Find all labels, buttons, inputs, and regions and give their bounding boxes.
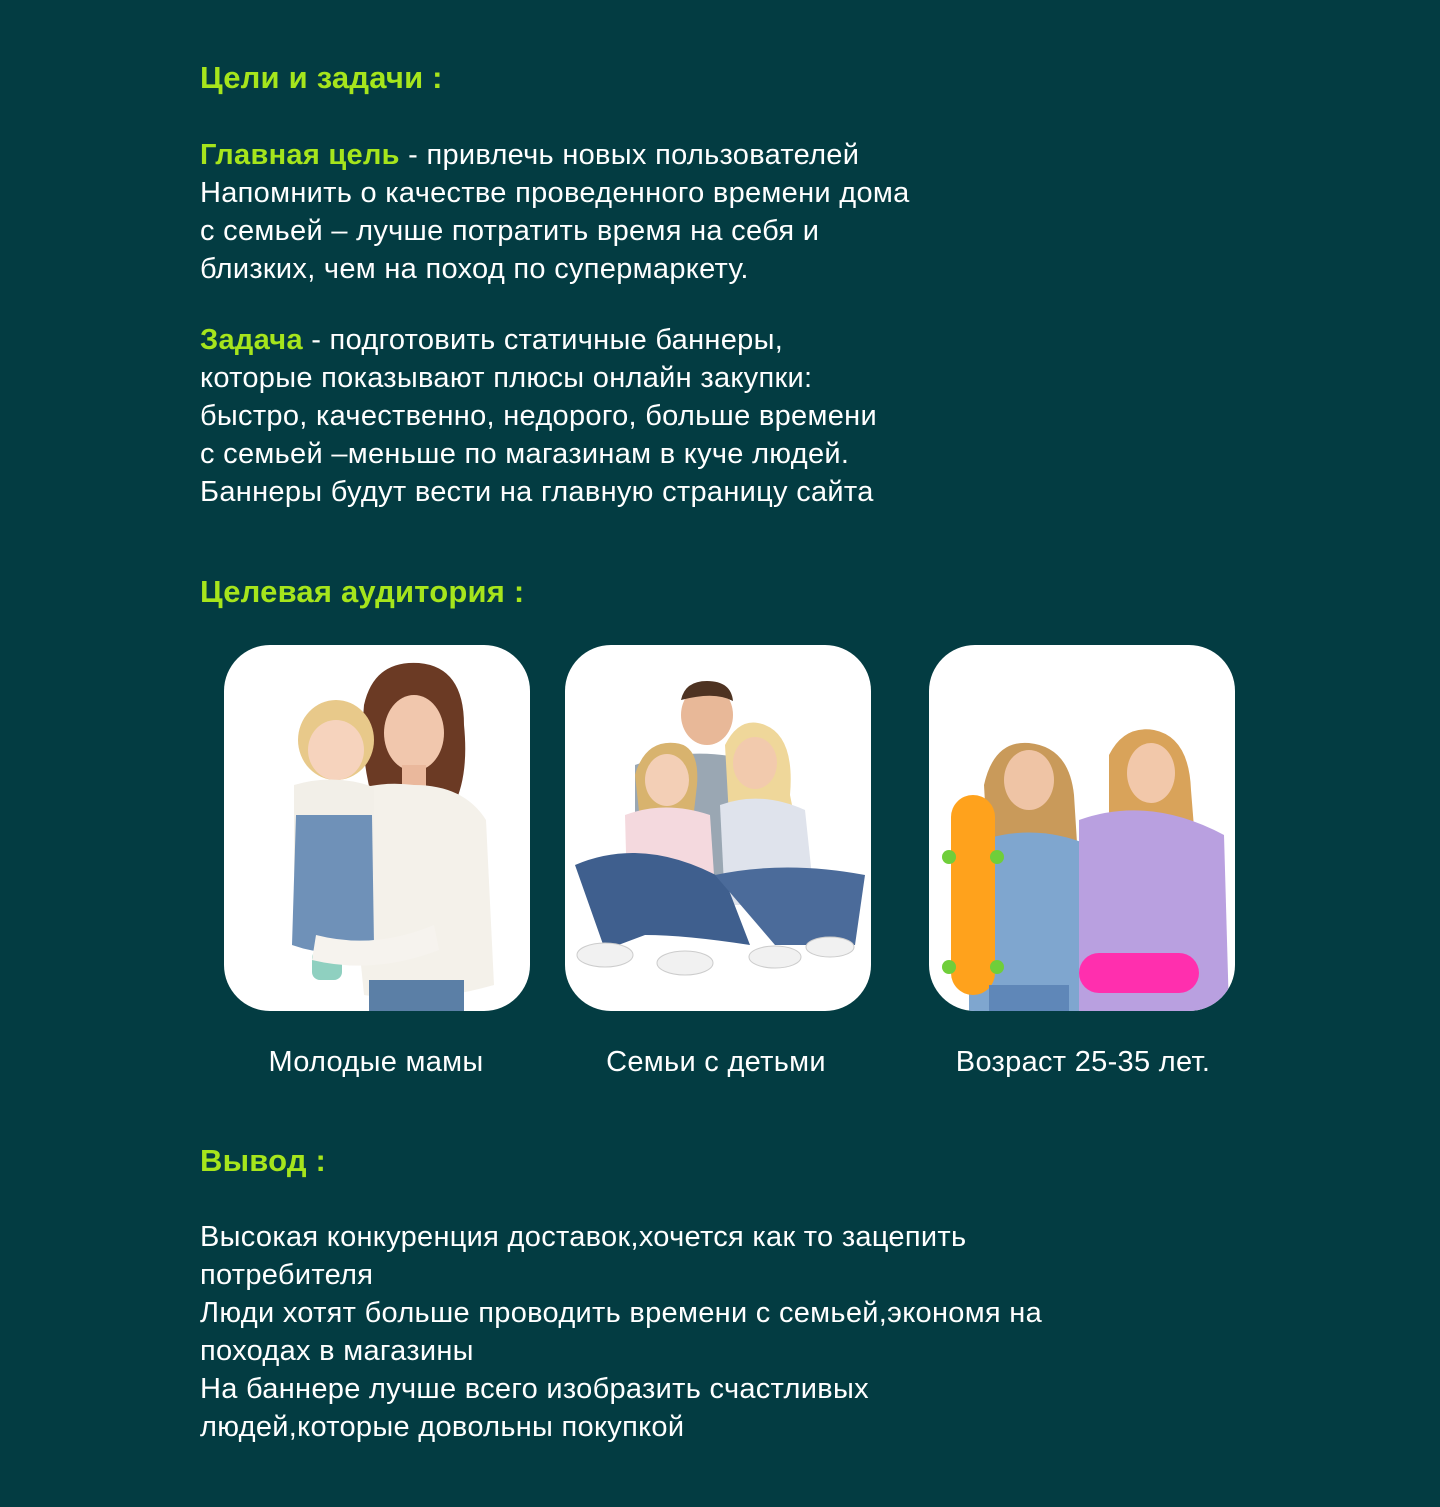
- main-goal-label: Главная цель: [200, 139, 400, 171]
- task-line-3: быстро, качественно, недорого, больше времени: [200, 400, 877, 432]
- main-goal-line-3: с семьей – лучше потратить время на себя и: [200, 215, 820, 247]
- two-young-women-photo-icon: [929, 645, 1235, 1011]
- main-goal-line-2: Напомнить о качестве проведенного времени дома: [200, 177, 910, 209]
- audience-card-families: [565, 645, 871, 1011]
- task-line-5: Баннеры будут вести на главную страницу сайта: [200, 476, 874, 508]
- conclusion-line-6: людей,которые довольны покупкой: [200, 1411, 685, 1443]
- caption-age: Возраст 25-35 лет.: [955, 1046, 1211, 1078]
- conclusion-paragraph: [200, 1218, 1042, 1446]
- family-with-child-photo-icon: [565, 645, 871, 1011]
- audience-card-age-25-35: [929, 645, 1235, 1011]
- conclusion-line-2: потребителя: [200, 1259, 374, 1291]
- audience-card-young-moms: [224, 645, 530, 1011]
- task-line-1: - подготовить статичные баннеры,: [302, 324, 784, 356]
- audience-title: Целевая аудитория :: [200, 574, 525, 609]
- goals-title: Цели и задачи :: [200, 60, 443, 95]
- caption-families: Семьи с детьми: [606, 1046, 826, 1078]
- conclusion-line-5: На баннере лучше всего изобразить счастливых: [200, 1373, 869, 1405]
- task-paragraph: [200, 321, 877, 511]
- main-goal-paragraph: [200, 136, 910, 288]
- task-label: Задача: [200, 324, 303, 356]
- main-goal-line-1: - привлечь новых пользователей: [399, 139, 860, 171]
- caption-young-moms: Молодые мамы: [268, 1046, 484, 1078]
- conclusion-line-4: походах в магазины: [200, 1335, 474, 1367]
- main-goal-line-4: близких, чем на поход по супермаркету.: [200, 253, 749, 285]
- mother-with-child-photo-icon: [224, 645, 530, 1011]
- conclusion-line-3: Люди хотят больше проводить времени с семьей,экономя на: [200, 1297, 1043, 1329]
- task-line-2: которые показывают плюсы онлайн закупки:: [200, 362, 813, 394]
- conclusion-line-1: Высокая конкуренция доставок,хочется как то зацепить: [200, 1221, 967, 1253]
- conclusion-title: Вывод :: [200, 1143, 327, 1178]
- task-line-4: с семьей –меньше по магазинам в куче людей.: [200, 438, 850, 470]
